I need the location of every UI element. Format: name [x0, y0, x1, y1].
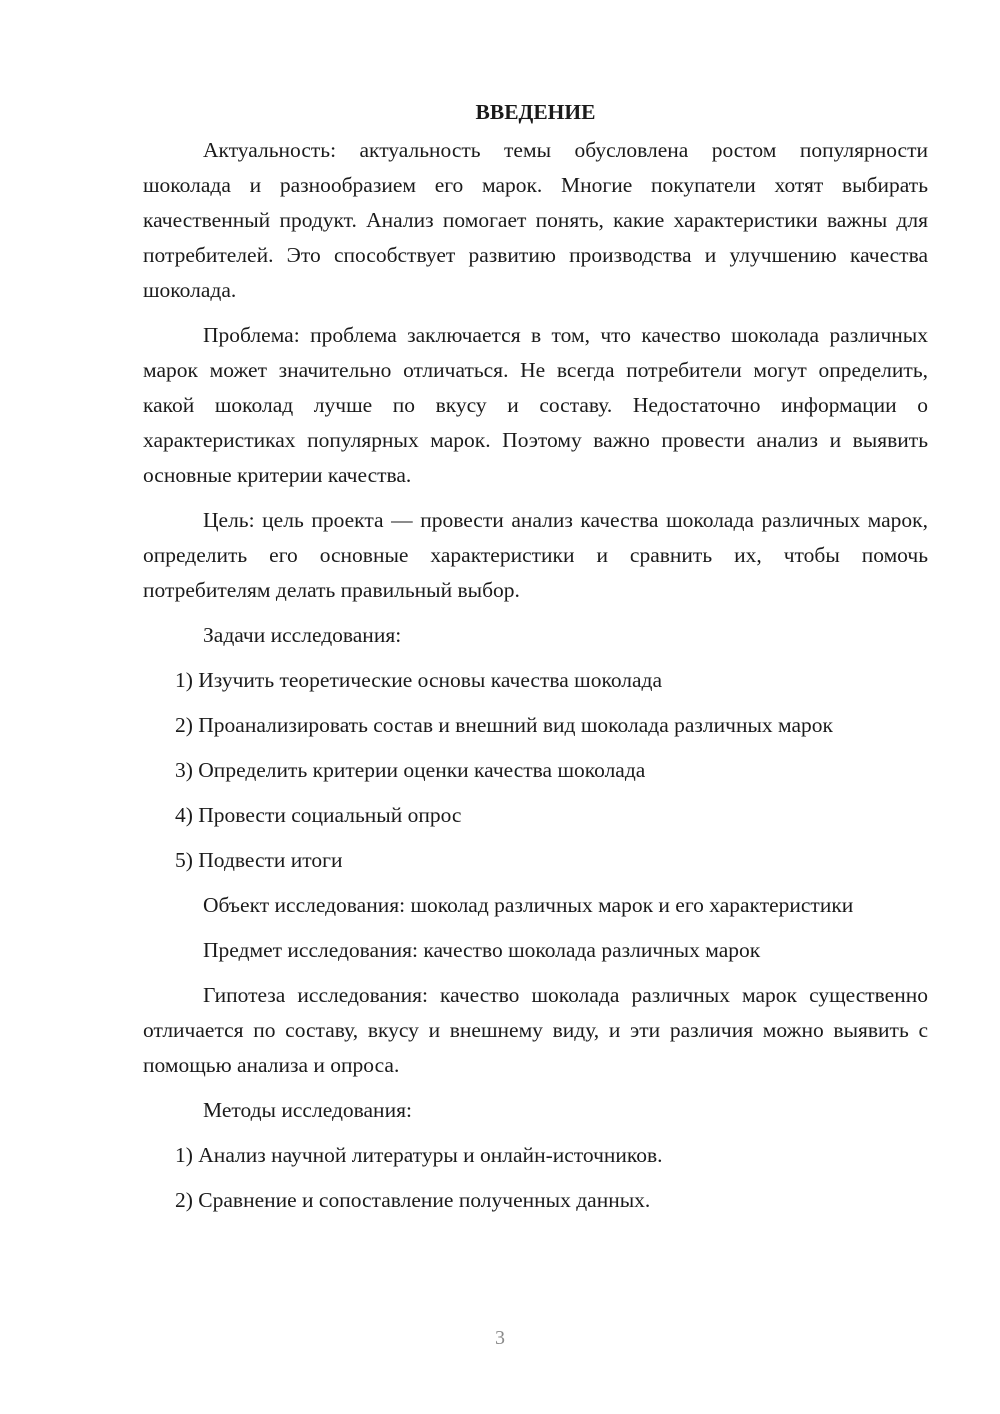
methods-title: Методы исследования: [203, 1098, 412, 1122]
document-body [143, 98, 928, 1218]
tasks-title: Задачи исследования: [203, 623, 402, 647]
research-object-paragraph: Объект исследования: шоколад различных марок и его характеристики [203, 893, 854, 917]
goal-paragraph: Цель: цель проекта — провести анализ качества шоколада различных марок, определить его основные характеристики и сравнить их, чтобы помочь потребителям делать правильный выбор. [143, 508, 928, 602]
problem-paragraph: Проблема: проблема заключается в том, что качество шоколада различных марок может значительно отличаться. Не всегда потребители могут определить, какой шоколад лучше по вкусу и составу. Недостаточно информации о характеристиках популярных марок. Поэтому важно провести анализ и выявить основные критерии качества. [143, 323, 928, 487]
method-item: 2) Сравнение и сопоставление полученных данных. [175, 1188, 651, 1212]
hypothesis-paragraph: Гипотеза исследования: качество шоколада различных марок существенно отличается по составу, вкусу и внешнему виду, и эти различия можно выявить с помощью анализа и опроса. [143, 983, 928, 1077]
page-number: 3 [495, 1327, 505, 1349]
section-heading: ВВЕДЕНИЕ [475, 100, 596, 124]
relevance-paragraph: Актуальность: актуальность темы обусловлена ростом популярности шоколада и разнообразием его марок. Многие покупатели хотят выбирать качественный продукт. Анализ помогает понять, какие характеристики важны для потребителей. Это способствует развитию производства и улучшению качества шоколада. [143, 138, 928, 302]
task-item: 1) Изучить теоретические основы качества шоколада [175, 668, 663, 692]
research-subject-paragraph: Предмет исследования: качество шоколада различных марок [203, 938, 761, 962]
task-item: 2) Проанализировать состав и внешний вид шоколада различных марок [175, 713, 833, 737]
task-item: 3) Определить критерии оценки качества шоколада [175, 758, 646, 782]
task-item: 4) Провести социальный опрос [175, 803, 462, 827]
task-item: 5) Подвести итоги [175, 848, 343, 872]
method-item: 1) Анализ научной литературы и онлайн-источников. [175, 1143, 663, 1167]
